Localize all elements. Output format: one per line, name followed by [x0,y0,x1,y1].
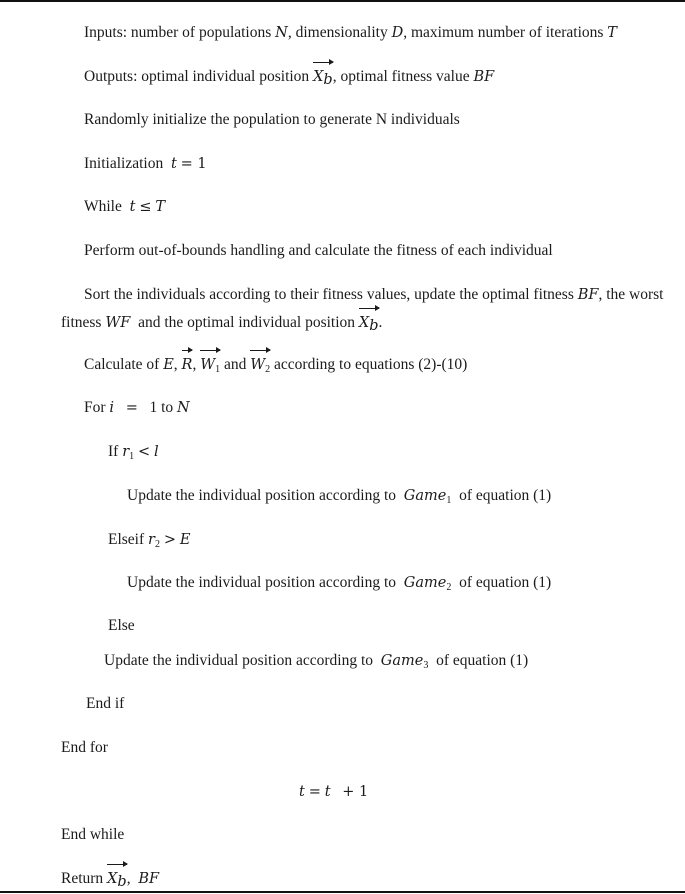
vector-x-best: $X_b$ [107,869,127,892]
calc-line: Calculate of E, R, $W_1$ and $W_2$ according to equations (2)-(10) [84,355,467,380]
vector-x-best: $X_b$ [359,313,379,336]
vector-x-best: $X_b$ [313,67,333,90]
vector-r: R [182,355,193,375]
update-game3-line: Update the individual position according to Game$_3$ of equation (1) [104,652,529,671]
boundary-line: Perform out-of-bounds handling and calculate the fitness of each individual [84,242,553,259]
vector-w2: $W_2$ [250,355,270,380]
increment-line: t = t + 1 [299,784,369,800]
update-game1-line: Update the individual position according to Game$_1$ of equation (1) [127,487,552,506]
sort-line-2: fitness WF and the optimal individual position $X_b$. [61,313,382,336]
outputs-line: Outputs: optimal individual position $X_b$, optimal fitness value BF [84,67,494,90]
update-game2-line: Update the individual position according to Game$_2$ of equation (1) [127,574,552,593]
end-if-line: End if [86,695,125,712]
sort-line-1: Sort the individuals according to their fitness values, update the optimal fitness BF, the worst [84,286,664,303]
while-line: While t ≤ T [84,198,166,215]
vector-w1: $W_1$ [200,355,220,380]
end-for-line: End for [61,739,108,756]
for-line: For i = 1 to N [84,399,190,416]
end-while-line: End while [61,826,125,843]
init-t-line: Initialization t = 1 [84,155,207,172]
inputs-line: Inputs: number of populations N, dimensionality D, maximum number of iterations T [84,24,617,41]
else-line: Else [108,617,135,634]
if-line: If $r_1 < l$ [108,443,159,462]
top-rule [0,0,685,2]
elseif-line: Elseif $r_2 > E$ [108,531,191,550]
return-line: Return $X_b$, BF [61,869,159,892]
bottom-rule [0,891,685,893]
init-population-line: Randomly initialize the population to generate N individuals [84,111,460,128]
